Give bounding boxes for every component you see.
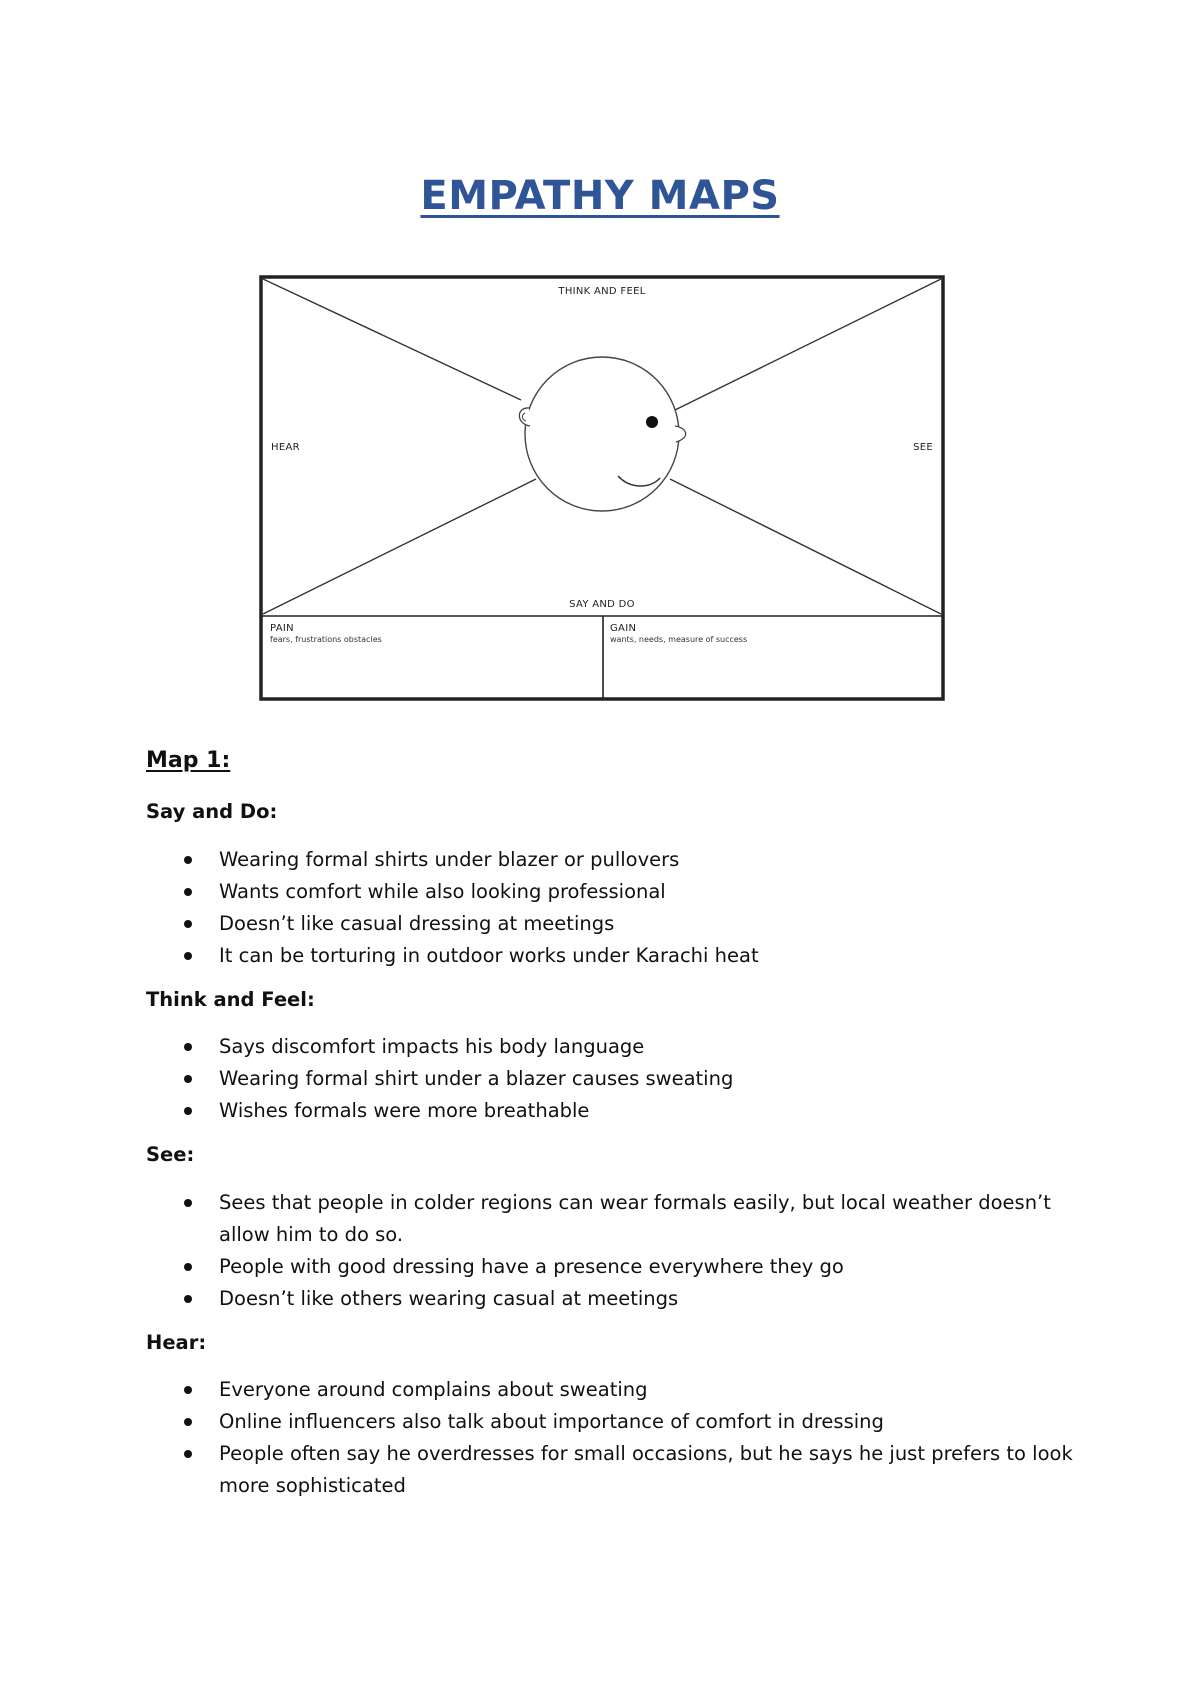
list-item-text: Wearing formal shirts under blazer or pullovers bbox=[219, 847, 680, 871]
list-item bbox=[146, 1187, 1076, 1251]
label-gain-sub: wants, needs, measure of success bbox=[610, 635, 748, 644]
section-hear bbox=[146, 1331, 1076, 1502]
empathy-map-diagram bbox=[258, 274, 946, 702]
list-item-text: Sees that people in colder regions can wear formals easily, but local weather doesn’t allow him to do so. bbox=[219, 1190, 1051, 1246]
bullet-list bbox=[146, 844, 1076, 972]
bullet-icon bbox=[184, 1450, 192, 1458]
bullet-list bbox=[146, 1374, 1076, 1502]
list-item bbox=[146, 1283, 1076, 1315]
bullet-icon bbox=[184, 856, 192, 864]
bullet-list bbox=[146, 1187, 1076, 1315]
label-think-and-feel: THINK AND FEEL bbox=[558, 286, 646, 297]
page-title: EMPATHY MAPS bbox=[420, 173, 780, 219]
bullet-icon bbox=[184, 1075, 192, 1083]
list-item-text: Everyone around complains about sweating bbox=[219, 1377, 648, 1401]
section-heading: Hear: bbox=[146, 1330, 207, 1354]
bullet-icon bbox=[184, 1295, 192, 1303]
bullet-icon bbox=[184, 1418, 192, 1426]
list-item-text: Says discomfort impacts his body language bbox=[219, 1035, 645, 1059]
list-item bbox=[146, 844, 1076, 876]
label-hear: HEAR bbox=[271, 442, 300, 453]
list-item bbox=[146, 908, 1076, 940]
section-heading: Think and Feel: bbox=[146, 987, 315, 1011]
bullet-list bbox=[146, 1031, 1076, 1127]
map-content bbox=[146, 748, 1076, 1518]
section-say-and-do bbox=[146, 800, 1076, 971]
bullet-icon bbox=[184, 920, 192, 928]
list-item bbox=[146, 1251, 1076, 1283]
list-item-text: Online influencers also talk about importance of comfort in dressing bbox=[219, 1409, 884, 1433]
list-item-text: Wants comfort while also looking professional bbox=[219, 879, 666, 903]
list-item-text: Wishes formals were more breathable bbox=[219, 1099, 590, 1123]
section-heading: Say and Do: bbox=[146, 800, 278, 824]
list-item bbox=[146, 876, 1076, 908]
bullet-icon bbox=[184, 1043, 192, 1051]
list-item-text: Wearing formal shirt under a blazer causes sweating bbox=[219, 1067, 734, 1091]
list-item bbox=[146, 1374, 1076, 1406]
section-heading: See: bbox=[146, 1143, 195, 1167]
list-item bbox=[146, 1031, 1076, 1063]
bullet-icon bbox=[184, 1263, 192, 1271]
list-item bbox=[146, 940, 1076, 972]
bullet-icon bbox=[184, 1107, 192, 1115]
map-heading: Map 1: bbox=[146, 748, 231, 773]
list-item-text: People often say he overdresses for small occasions, but he says he just prefers to look more sophisticated bbox=[219, 1441, 1073, 1497]
section-see bbox=[146, 1143, 1076, 1314]
list-item bbox=[146, 1438, 1076, 1502]
list-item-text: It can be torturing in outdoor works under Karachi heat bbox=[219, 943, 759, 967]
list-item bbox=[146, 1406, 1076, 1438]
section-think-and-feel bbox=[146, 988, 1076, 1127]
bullet-icon bbox=[184, 1199, 192, 1207]
list-item bbox=[146, 1063, 1076, 1095]
label-pain-sub: fears, frustrations obstacles bbox=[270, 635, 382, 644]
label-pain: PAIN bbox=[270, 623, 294, 634]
bullet-icon bbox=[184, 888, 192, 896]
list-item-text: Doesn’t like others wearing casual at meetings bbox=[219, 1286, 679, 1310]
label-say-and-do: SAY AND DO bbox=[569, 599, 635, 610]
label-see: SEE bbox=[913, 442, 933, 453]
list-item bbox=[146, 1095, 1076, 1127]
list-item-text: Doesn’t like casual dressing at meetings bbox=[219, 911, 615, 935]
list-item-text: People with good dressing have a presence everywhere they go bbox=[219, 1254, 844, 1278]
bullet-icon bbox=[184, 1386, 192, 1394]
label-gain: GAIN bbox=[610, 623, 637, 634]
bullet-icon bbox=[184, 952, 192, 960]
